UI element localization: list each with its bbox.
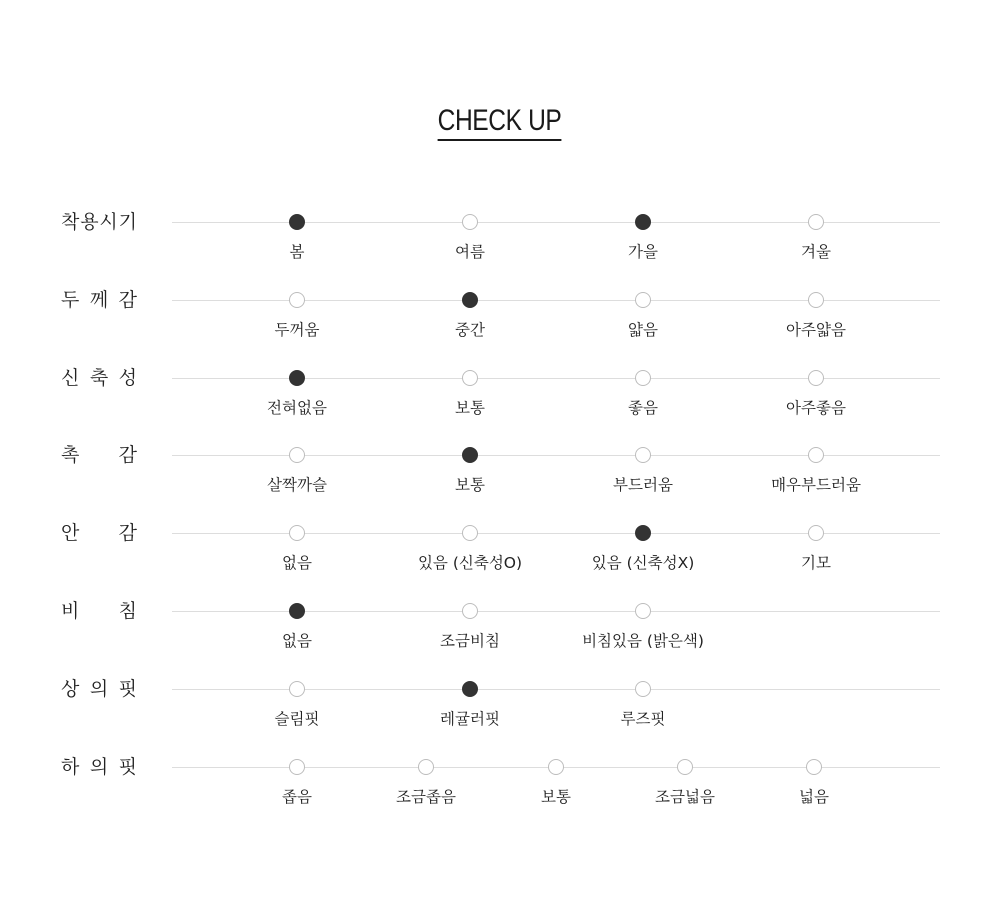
row-track-line [172,455,940,456]
empty-dot-icon[interactable] [462,214,478,230]
empty-dot-icon[interactable] [462,603,478,619]
row-track-line [172,300,940,301]
empty-dot-icon[interactable] [635,292,651,308]
empty-dot-icon[interactable] [289,759,305,775]
checkup-row [0,756,1000,837]
row-label-char: 핏 [118,756,137,778]
row-label-char: 성 [118,367,137,389]
row-label-char: 께 [89,289,109,311]
checkup-row [0,444,1000,525]
option-label: 넓음 [799,788,829,806]
option-label: 보통 [455,399,485,417]
row-label-char: 감 [118,522,137,544]
title-wrapper [0,104,1000,141]
empty-dot-icon[interactable] [808,370,824,386]
checkup-row [0,522,1000,603]
option-label: 살짝까슬 [267,476,327,494]
option-label: 보통 [455,476,485,494]
option-label: 비침있음 (밝은색) [582,632,704,650]
row-label-char: 감 [118,444,137,466]
option-label: 전혀없음 [267,399,327,417]
row-label [61,287,137,313]
checkup-row [0,678,1000,759]
row-label [61,520,137,546]
checkup-row [0,600,1000,681]
row-label-char: 비 [61,600,80,622]
row-label-char: 착 [61,211,80,233]
option-label: 좁음 [282,788,312,806]
row-label-char: 감 [118,289,137,311]
option-label: 레귤러핏 [440,710,500,728]
empty-dot-icon[interactable] [462,370,478,386]
row-track-line [172,689,940,690]
row-label [61,442,137,468]
empty-dot-icon[interactable] [677,759,693,775]
row-label-char: 안 [61,522,80,544]
option-label: 없음 [282,554,312,572]
empty-dot-icon[interactable] [808,214,824,230]
option-label: 겨울 [801,243,831,261]
row-label-char: 두 [61,289,80,311]
option-label: 보통 [541,788,571,806]
option-label: 매우부드러움 [771,476,861,494]
empty-dot-icon[interactable] [635,681,651,697]
row-label-char: 신 [61,367,80,389]
checkup-row [0,289,1000,370]
page-title: CHECK UP [438,104,562,141]
row-label-char: 용 [80,211,99,233]
row-label [61,754,137,780]
option-label: 조금좁음 [396,788,456,806]
row-track-line [172,611,940,612]
row-label [61,209,137,235]
empty-dot-icon[interactable] [635,370,651,386]
option-label: 두꺼움 [274,321,320,339]
row-label-char: 침 [118,600,137,622]
row-label [61,676,137,702]
selected-dot-icon[interactable] [289,214,305,230]
option-label: 중간 [455,321,485,339]
empty-dot-icon[interactable] [806,759,822,775]
empty-dot-icon[interactable] [635,447,651,463]
selected-dot-icon[interactable] [462,681,478,697]
option-label: 좋음 [628,399,658,417]
row-label-char: 의 [89,756,109,778]
row-track-line [172,378,940,379]
option-label: 부드러움 [613,476,673,494]
empty-dot-icon[interactable] [289,525,305,541]
selected-dot-icon[interactable] [462,292,478,308]
empty-dot-icon[interactable] [808,447,824,463]
row-label [61,598,137,624]
option-label: 슬림핏 [274,710,320,728]
option-label: 조금비침 [440,632,500,650]
row-label [61,365,137,391]
row-track-line [172,222,940,223]
option-label: 아주얇음 [786,321,846,339]
empty-dot-icon[interactable] [808,292,824,308]
row-label-char: 축 [89,367,109,389]
option-label: 루즈핏 [620,710,666,728]
empty-dot-icon[interactable] [289,447,305,463]
selected-dot-icon[interactable] [635,525,651,541]
empty-dot-icon[interactable] [462,525,478,541]
row-label-char: 기 [118,211,137,233]
row-track-line [172,533,940,534]
empty-dot-icon[interactable] [808,525,824,541]
option-label: 봄 [289,243,305,261]
selected-dot-icon[interactable] [635,214,651,230]
option-label: 조금넓음 [655,788,715,806]
selected-dot-icon[interactable] [289,603,305,619]
selected-dot-icon[interactable] [462,447,478,463]
row-label-char: 의 [89,678,109,700]
row-label-char: 핏 [118,678,137,700]
option-label: 아주좋음 [786,399,846,417]
row-label-char: 하 [61,756,80,778]
option-label: 없음 [282,632,312,650]
row-label-char: 촉 [61,444,80,466]
empty-dot-icon[interactable] [289,681,305,697]
option-label: 있음 (신축성O) [417,554,523,572]
empty-dot-icon[interactable] [635,603,651,619]
option-label: 여름 [455,243,485,261]
row-label-char: 상 [61,678,80,700]
option-label: 있음 (신축성X) [591,554,695,572]
empty-dot-icon[interactable] [289,292,305,308]
row-label-char: 시 [99,211,118,233]
empty-dot-icon[interactable] [418,759,434,775]
checkup-row [0,211,1000,292]
checkup-row [0,367,1000,448]
empty-dot-icon[interactable] [548,759,564,775]
option-label: 얇음 [628,321,658,339]
option-label: 가을 [628,243,658,261]
option-label: 기모 [801,554,831,572]
selected-dot-icon[interactable] [289,370,305,386]
